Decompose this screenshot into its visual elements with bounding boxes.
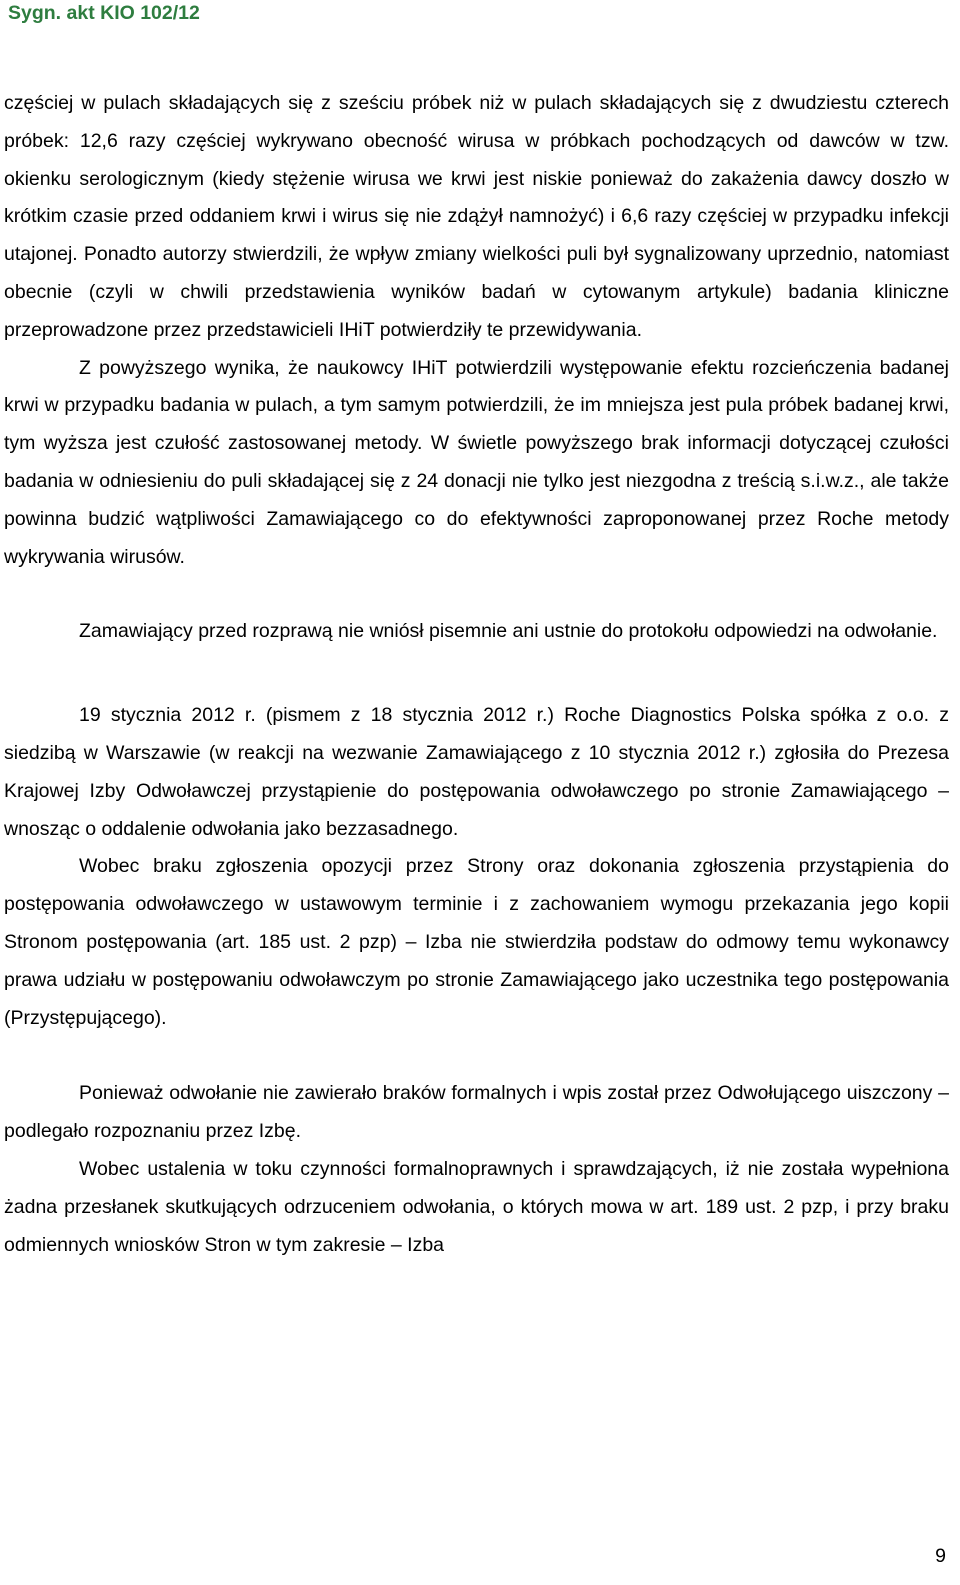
paragraph-continued: częściej w pulach składających się z sześciu próbek niż w pulach składających się z dwudziestu czterech próbek: 12,6 razy częściej wykrywano obecność wirusa w próbkach pochodzących od dawców w tzw. okienku serologicznym (kiedy stężenie wirusa we krwi jest niskie ponieważ do zakażenia dawcy doszło w krótkim czasie przed oddaniem krwi i wirus się nie zdążył namnożyć) i 6,6 razy częściej w przypadku infekcji utajonej. Ponadto autorzy stwierdzili, że wpływ zmiany wielkości puli był sygnalizowany uprzednio, natomiast obecnie (czyli w chwili przedstawienia wyników badań w cytowanym artykule) badania kliniczne przeprowadzone przez przedstawicieli IHiT potwierdziły te przewidywania. — [4, 92, 949, 341]
paragraph-accession-admitted: Wobec braku zgłoszenia opozycji przez Strony oraz dokonania zgłoszenia przystąpienia do postępowania odwoławczego w ustawowym terminie i z zachowaniem wymogu przekazania jego kopii Stronom postępowania (art. 185 ust. 2 pzp) – Izba nie stwierdziła podstaw do odmowy temu wykonawcy prawa udziału w postępowaniu odwoławczym po stronie Zamawiającego jako uczestnika tego postępowania (Przystępującego). — [4, 855, 949, 1029]
paragraph-accession: 19 stycznia 2012 r. (pismem z 18 stycznia 2012 r.) Roche Diagnostics Polska spółka z o.o. z siedzibą w Warszawie (w reakcji na wezwanie Zamawiającego z 10 stycznia 2012 r.) zgłosiła do Prezesa Krajowej Izby Odwoławczej przystąpienie do postępowania odwoławczego po stronie Zamawiającego – wnosząc o oddalenie odwołania jako bezzasadnego. — [4, 704, 949, 840]
document-body — [4, 85, 949, 1264]
paragraph-formal-review: Ponieważ odwołanie nie zawierało braków formalnych i wpis został przez Odwołującego uiszczony – podlegało rozpoznaniu przez Izbę. — [4, 1082, 949, 1143]
paragraph-ihit-conclusion: Z powyższego wynika, że naukowcy IHiT potwierdzili występowanie efektu rozcieńczenia badanej krwi w przypadku badania w pulach, a tym samym potwierdzili, że im mniejsza jest pula próbek badanej krwi, tym wyższa jest czułość zastosowanej metody. W świetle powyższego brak informacji dotyczącej czułości badania w odniesieniu do puli składającej się z 24 donacji nie tylko jest niezgodna z treścią s.i.w.z., ale także powinna budzić wątpliwości Zamawiającego co do efektywności zaproponowanej przez Roche metody wykrywania wirusów. — [4, 356, 949, 568]
page-number: 9 — [935, 1545, 946, 1567]
document-header: Sygn. akt KIO 102/12 — [8, 2, 200, 24]
paragraph-no-rejection-grounds: Wobec ustalenia w toku czynności formalnoprawnych i sprawdzających, iż nie została wypełniona żadna przesłanek skutkujących odrzuceniem odwołania, o których mowa w art. 189 ust. 2 pzp, i przy braku odmiennych wniosków Stron w tym zakresie – Izba — [4, 1157, 949, 1256]
paragraph-no-response: Zamawiający przed rozprawą nie wniósł pisemnie ani ustnie do protokołu odpowiedzi na odwołanie. — [79, 620, 938, 643]
